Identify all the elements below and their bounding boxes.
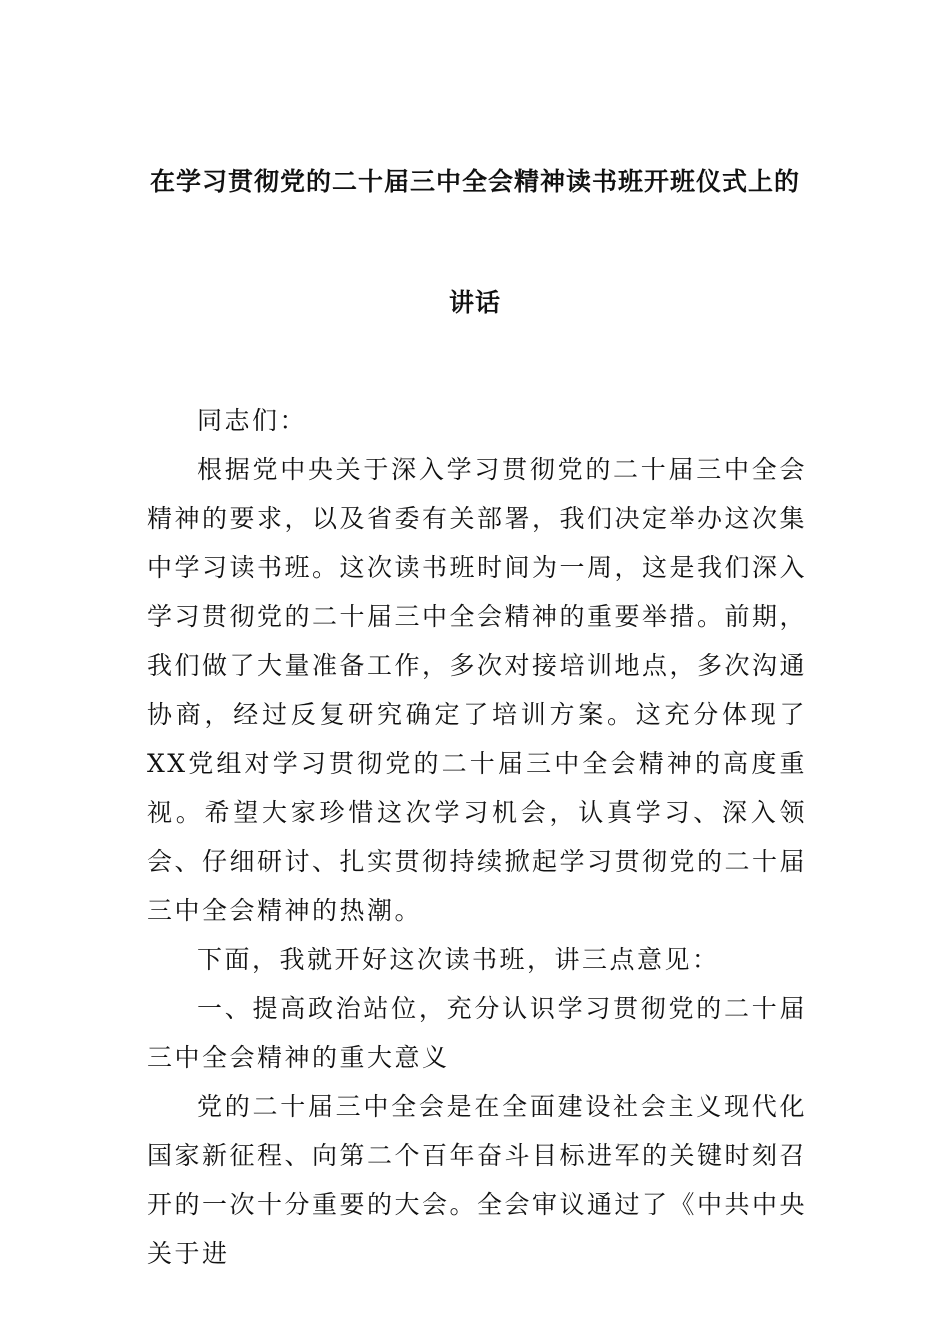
paragraph-section-1: 党的二十届三中全会是在全面建设社会主义现代化国家新征程、向第二个百年奋斗目标进军的关键时刻召开的一次十分重要的大会。全会审议通过了《中共中央关于进: [147, 1092, 808, 1268]
salutation: 同志们：: [197, 406, 308, 435]
paragraph-outline: 下面，我就开好这次读书班，讲三点意见：: [197, 945, 720, 974]
section-heading-1: 一、提高政治站位，充分认识学习贯彻党的二十届三中全会精神的重大意义: [147, 994, 807, 1072]
document-body: [147, 396, 807, 1278]
document-title-line-1: 在学习贯彻党的二十届三中全会精神读书班开班仪式上的: [149, 167, 800, 196]
document-title-line-2: 讲话: [448, 288, 501, 317]
paragraph-intro: 根据党中央关于深入学习贯彻党的二十届三中全会精神的要求，以及省委有关部署，我们决定举办这次集中学习读书班。这次读书班时间为一周，这是我们深入学习贯彻党的二十届三中全会精神的重要举措。前期，我们做了大量准备工作，多次对接培训地点，多次沟通协商，经过反复研究确定了培训方案。这充分体现了XX党组对学习贯彻党的二十届三中全会精神的高度重视。希望大家珍惜这次学习机会，认真学习、深入领会、仔细研讨、扎实贯彻持续掀起学习贯彻党的二十届三中全会精神的热潮。: [147, 455, 808, 925]
